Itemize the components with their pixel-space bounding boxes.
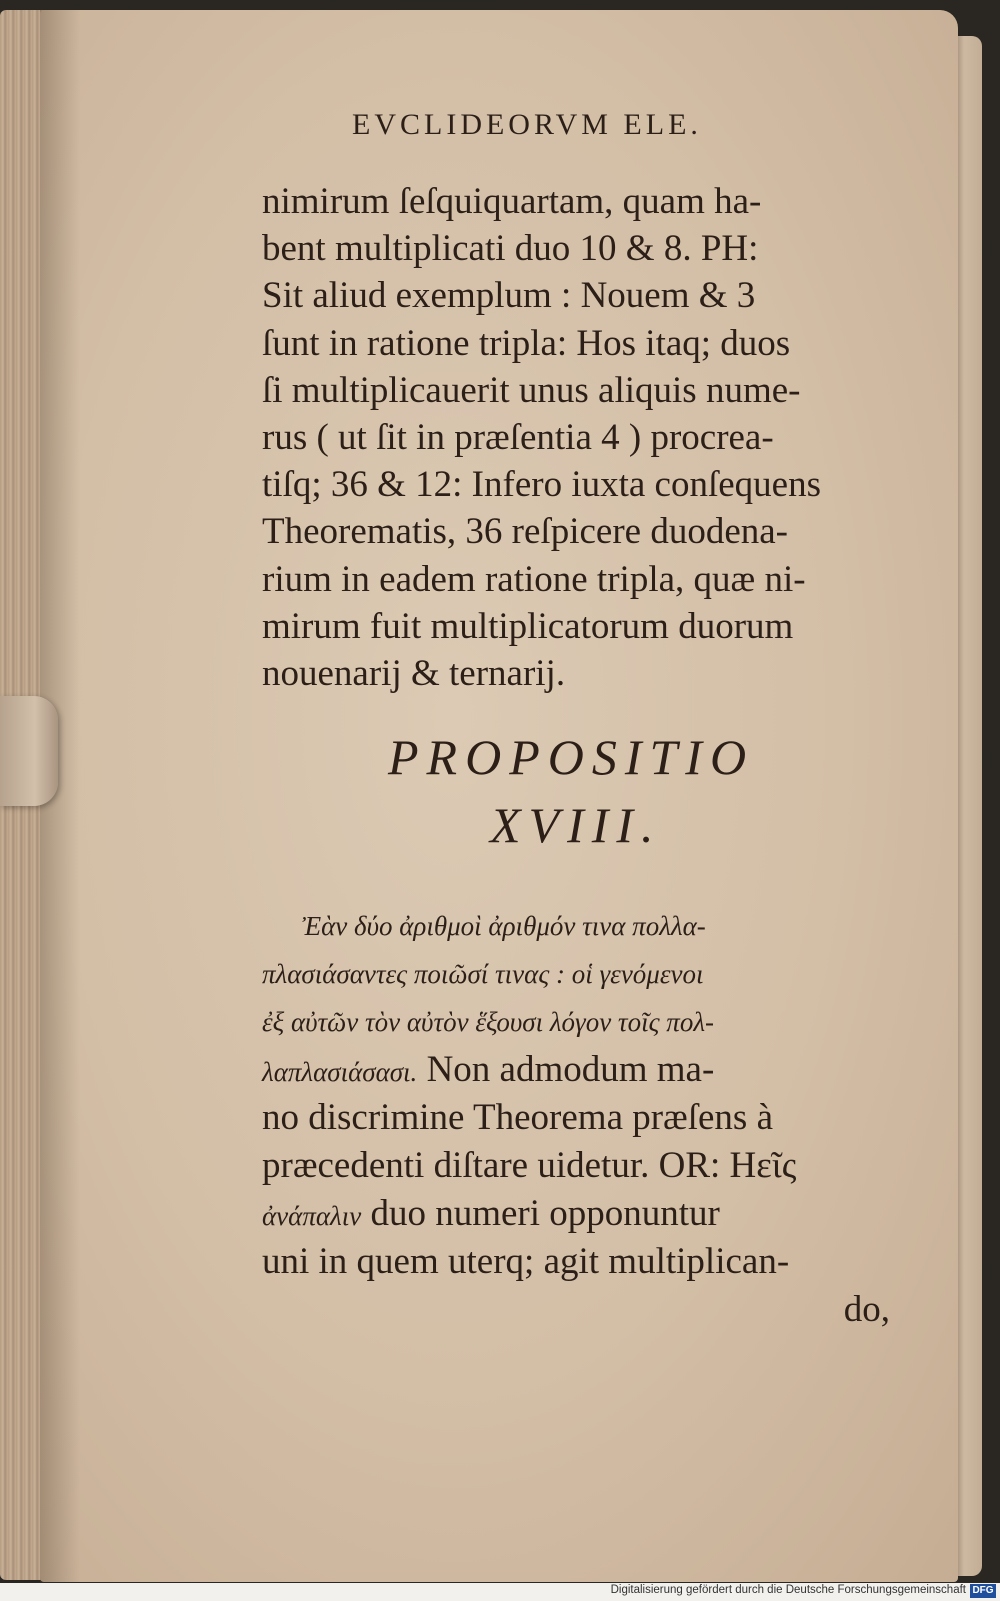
- dfg-logo: DFG: [970, 1584, 996, 1598]
- running-head: EVCLIDEORVM ELE.: [352, 108, 702, 141]
- proposition-text: [262, 902, 902, 1334]
- page-tab-marker: [0, 696, 58, 806]
- text-line: rium in eadem ratione tripla, quæ ni‑: [262, 558, 806, 600]
- text-line: tiſq; 36 & 12: Infero iuxta conſequens: [262, 464, 821, 506]
- text-line: nouenarij & ternarij.: [262, 652, 566, 694]
- text-line: nimirum ſeſquiquartam, quam ha‑: [262, 181, 762, 222]
- text-line: Theorematis, 36 reſpicere duodena‑: [262, 511, 788, 553]
- greek-fragment: λαπλασιάσασι.: [262, 1057, 418, 1087]
- footer-credit: Digitalisierung gefördert durch die Deutsche Forschungsgemeinschaft: [610, 1584, 966, 1596]
- text-line: ſunt in ratione tripla: Hos itaq; duos: [262, 322, 791, 364]
- proposition-title: PROPOSITIO: [388, 729, 755, 785]
- proposition-number: XVIII.: [490, 797, 662, 853]
- greek-line: ἐξ αὐτῶν τὸν αὐτὸν ἕξουσι λόγον τοῖς πολ‑: [262, 1007, 715, 1037]
- greek-line: Ἐὰν δύο ἀριθμοὶ ἀριθμόν τινα πολλα‑: [302, 911, 706, 941]
- mixed-line: [262, 1190, 902, 1238]
- greek-fragment: ἀνάπαλιν: [262, 1201, 362, 1231]
- text-line: bent multiplicati duo 10 & 8. PH:: [262, 228, 759, 270]
- catchword: do,: [843, 1289, 890, 1330]
- text-line: no discrimine Theorema præſens à: [262, 1097, 774, 1138]
- text-line: ſi multiplicauerit unus aliquis nume‑: [262, 369, 801, 411]
- text-line: præcedenti diſtare uidetur. OR: Hεῖς: [262, 1145, 797, 1186]
- latin-fragment: Non admodum ma‑: [426, 1049, 715, 1090]
- text-line: mirum fuit multiplicatorum duorum: [262, 605, 794, 647]
- mixed-line: [262, 1046, 902, 1094]
- text-line: uni in quem uterq; agit multiplican‑: [262, 1241, 790, 1282]
- text-line: rus ( ut ſit in præſentia 4 ) procrea‑: [262, 416, 774, 458]
- latin-fragment: duo numeri opponuntur: [370, 1193, 720, 1234]
- greek-line: πλασιάσαντες ποιῶσί τινας : οἱ γενόμενοι: [262, 959, 704, 989]
- text-line: Sit aliud exemplum : Nouem & 3: [262, 275, 756, 317]
- body-text: [262, 178, 902, 697]
